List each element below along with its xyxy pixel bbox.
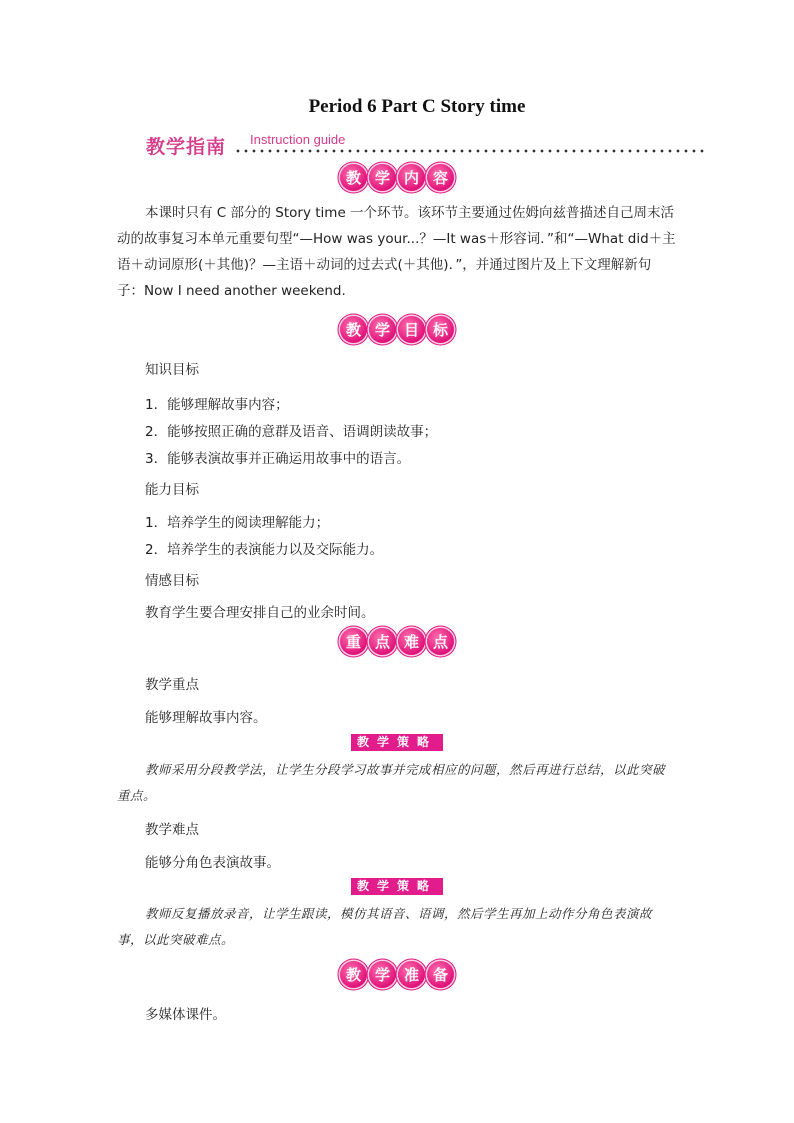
heading-char: 点 <box>427 628 454 655</box>
heading-char: 准 <box>398 961 425 988</box>
heading-char: 内 <box>398 164 425 191</box>
focus-text: 能够理解故事内容。 <box>145 710 267 726</box>
list-item: 3．能够表演故事并正确运用故事中的语言。 <box>145 451 411 467</box>
page-title: Period 6 Part C Story time <box>308 96 526 117</box>
heading-char: 备 <box>427 961 454 988</box>
list-item: 2．培养学生的表演能力以及交际能力。 <box>145 542 384 558</box>
strategy-label-text: 教学策略 <box>351 734 443 751</box>
heading-char: 重 <box>340 628 367 655</box>
dotted-divider <box>234 148 708 154</box>
heading-char: 教 <box>340 164 367 191</box>
strategy-label <box>0 734 794 751</box>
heading-char: 标 <box>427 316 454 343</box>
heading-char: 学 <box>369 164 396 191</box>
difficulty-title: 教学难点 <box>145 822 199 838</box>
list-item: 1．培养学生的阅读理解能力； <box>145 515 330 531</box>
content-paragraph: 本课时只有 C 部分的 Story time 一个环节。该环节主要通过佐姆向兹普描述自己周末活动的故事复习本单元重要句型“—How was your...？—It was＋形容词．”和“—What did＋主语＋动词原形(＋其他)？—主语＋动词的过去式(＋其他)．”，并通过图片及上下文理解新句子：Now I need another weekend. <box>117 205 676 299</box>
difficulty-strategy-text: 教师反复播放录音，让学生跟读，模仿其语音、语调，然后学生再加上动作分角色表演故事，以此突破难点。 <box>117 906 653 947</box>
heading-char: 学 <box>369 961 396 988</box>
section-heading-content <box>0 164 794 191</box>
heading-char: 容 <box>427 164 454 191</box>
strategy-label <box>0 878 794 895</box>
instruction-guide-bar <box>146 130 706 160</box>
focus-title: 教学重点 <box>145 677 199 693</box>
section-heading-preparation <box>0 961 794 988</box>
preparation-text: 多媒体课件。 <box>145 1007 226 1023</box>
heading-char: 教 <box>340 316 367 343</box>
focus-strategy-text: 教师采用分段教学法，让学生分段学习故事并完成相应的问题，然后再进行总结，以此突破重点。 <box>117 762 666 803</box>
heading-char: 学 <box>369 316 396 343</box>
heading-char: 难 <box>398 628 425 655</box>
heading-char: 点 <box>369 628 396 655</box>
list-item: 2．能够按照正确的意群及语音、语调朗读故事； <box>145 424 438 440</box>
heading-char: 教 <box>340 961 367 988</box>
heading-char: 目 <box>398 316 425 343</box>
emotion-objective-title: 情感目标 <box>145 573 199 589</box>
guide-label-cn: 教学指南 <box>146 136 227 158</box>
strategy-label-text: 教学策略 <box>351 878 443 895</box>
guide-label-en: Instruction guide <box>250 132 346 147</box>
list-item: 1．能够理解故事内容； <box>145 397 289 413</box>
section-heading-key-points <box>0 628 794 655</box>
ability-objective-title: 能力目标 <box>145 482 199 498</box>
emotion-objective-text: 教育学生要合理安排自己的业余时间。 <box>145 605 375 621</box>
knowledge-objective-title: 知识目标 <box>145 362 199 378</box>
section-heading-objectives <box>0 316 794 343</box>
difficulty-text: 能够分角色表演故事。 <box>145 855 280 871</box>
